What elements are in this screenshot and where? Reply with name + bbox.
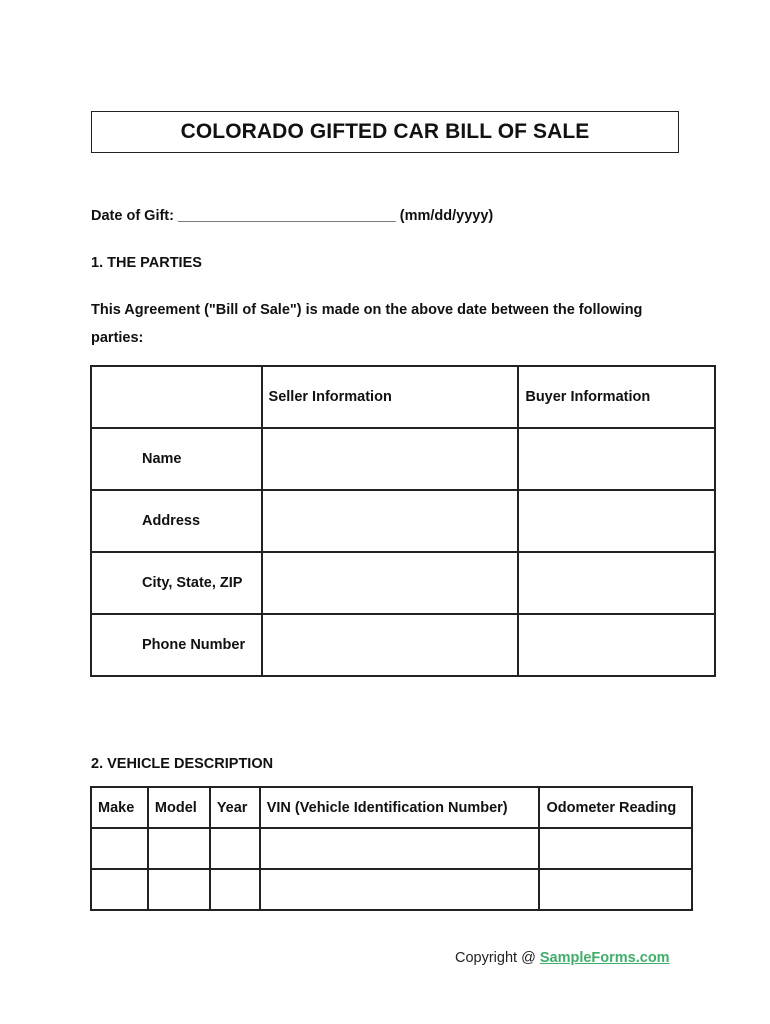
vehicle-header-year: Year <box>210 787 260 828</box>
buyer-info-header: Buyer Information <box>518 366 715 428</box>
agreement-paragraph: This Agreement ("Bill of Sale") is made on the above date between the following parties: <box>91 302 643 346</box>
row-label-name: Name <box>91 428 262 490</box>
parties-table <box>90 365 716 677</box>
vehicle-odometer-cell[interactable] <box>539 828 692 869</box>
vehicle-year-cell[interactable] <box>210 869 260 910</box>
vehicle-header-row <box>91 787 692 828</box>
table-row <box>91 428 715 490</box>
table-row <box>91 490 715 552</box>
vehicle-header-make: Make <box>91 787 148 828</box>
vehicle-make-cell[interactable] <box>91 828 148 869</box>
row-label-phone-number: Phone Number <box>91 614 262 676</box>
vehicle-table <box>90 786 693 911</box>
vehicle-year-cell[interactable] <box>210 828 260 869</box>
seller-info-header: Seller Information <box>262 366 519 428</box>
row-label-city-state-zip: City, State, ZIP <box>91 552 262 614</box>
seller-address-cell[interactable] <box>262 490 519 552</box>
vehicle-header-odometer: Odometer Reading <box>539 787 692 828</box>
seller-phone-cell[interactable] <box>262 614 519 676</box>
buyer-phone-cell[interactable] <box>518 614 715 676</box>
table-row <box>91 552 715 614</box>
vehicle-make-cell[interactable] <box>91 869 148 910</box>
seller-city-state-zip-cell[interactable] <box>262 552 519 614</box>
date-of-gift-line: Date of Gift: ___________________________ (mm/dd/yyyy) <box>91 208 494 224</box>
buyer-address-cell[interactable] <box>518 490 715 552</box>
parties-header-blank <box>91 366 262 428</box>
table-row <box>91 869 692 910</box>
vehicle-header-model: Model <box>148 787 210 828</box>
seller-name-cell[interactable] <box>262 428 519 490</box>
document-title: COLORADO GIFTED CAR BILL OF SALE <box>180 120 590 143</box>
title-box <box>91 111 679 153</box>
buyer-name-cell[interactable] <box>518 428 715 490</box>
section-heading-vehicle: 2. VEHICLE DESCRIPTION <box>91 756 274 772</box>
vehicle-model-cell[interactable] <box>148 828 210 869</box>
vehicle-header-vin: VIN (Vehicle Identification Number) <box>260 787 540 828</box>
vehicle-vin-cell[interactable] <box>260 828 540 869</box>
table-row <box>91 614 715 676</box>
section-heading-parties: 1. THE PARTIES <box>91 255 202 271</box>
sampleforms-link[interactable]: SampleForms.com <box>539 950 670 966</box>
copyright-footer <box>455 950 670 966</box>
vehicle-odometer-cell[interactable] <box>539 869 692 910</box>
vehicle-vin-cell[interactable] <box>260 869 540 910</box>
table-row <box>91 828 692 869</box>
row-label-address: Address <box>91 490 262 552</box>
vehicle-model-cell[interactable] <box>148 869 210 910</box>
parties-header-row <box>91 366 715 428</box>
buyer-city-state-zip-cell[interactable] <box>518 552 715 614</box>
copyright-prefix: Copyright @ <box>455 950 540 966</box>
